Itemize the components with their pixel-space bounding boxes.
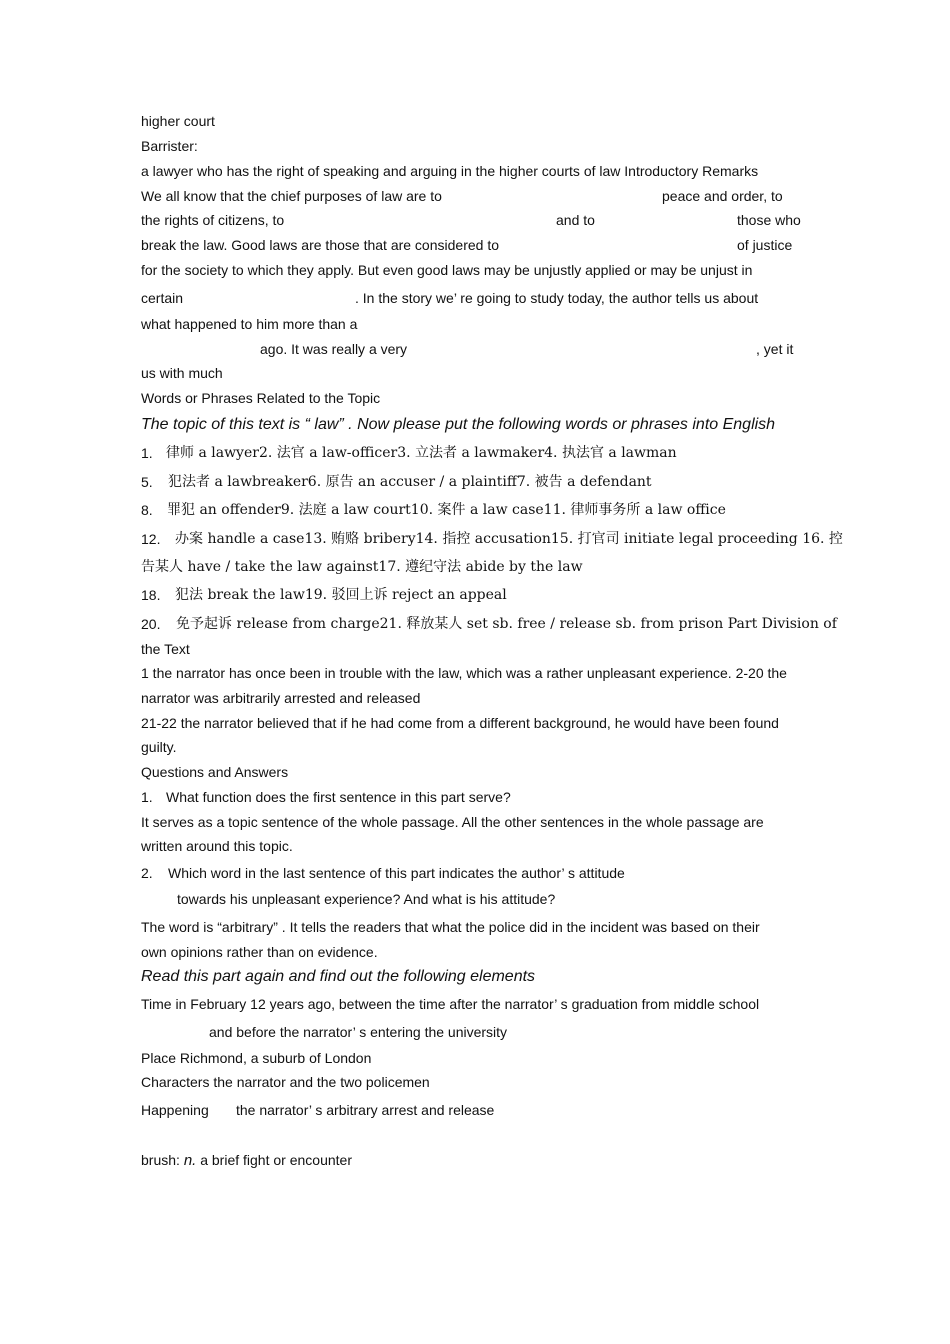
answer-text: own opinions rather than on evidence. [141,944,378,960]
text-line: what happened to him more than a [141,316,358,332]
text-label: Happening [141,1102,209,1118]
vocab-number: 8. [141,502,153,518]
definition-line [141,1151,352,1170]
text-line: and before the narrator’ s entering the university [209,1024,508,1040]
question-number: 2. [141,865,153,881]
section-heading: Questions and Answers [141,764,289,780]
text-line: the Text [141,641,190,657]
question-text: Which word in the last sentence of this part indicates the author’ s attitude [168,865,625,881]
text-line: narrator was arbitrarily arrested and released [141,690,421,706]
vocab-line: 犯法者 a lawbreaker6. 原告 an accuser / a plaintiff7. 被告 a defendant [168,474,652,490]
vocab-number: 5. [141,474,153,490]
text-line: the narrator’ s arbitrary arrest and release [236,1102,495,1118]
text-line: peace and order, to [662,188,783,204]
text-line: , yet it [756,341,794,357]
definition-text: a brief fight or encounter [200,1152,352,1168]
answer-text: It serves as a topic sentence of the whole passage. All the other sentences in the whole passage are [141,814,764,830]
text-line: certain [141,290,184,306]
text-line: of justice [737,237,793,253]
text-line: the rights of citizens, to [141,212,285,228]
vocab-line: 犯法 break the law19. 驳回上诉 reject an appeal [175,587,507,603]
vocab-number: 18. [141,587,161,603]
instruction-heading: The topic of this text is “ law” . Now please put the following words or phrases into English [141,416,776,433]
text-line: Characters the narrator and the two policemen [141,1074,430,1090]
instruction-heading: Read this part again and find out the following elements [141,968,536,985]
answer-text: The word is “arbitrary” . It tells the readers that what the police did in the incident was based on their [141,919,760,935]
vocab-number: 12. [141,531,161,547]
text-line: . In the story we’ re going to study today, the author tells us about [355,290,759,306]
text-line: Time in February 12 years ago, between the time after the narrator’ s graduation from middle school [141,996,760,1012]
vocab-line: 免予起诉 release from charge21. 释放某人 set sb. free / release sb. from prison Part Division of [176,616,837,632]
question-text: towards his unpleasant experience? And what is his attitude? [177,891,556,907]
question-text: What function does the first sentence in this part serve? [166,789,511,805]
text-line: break the law. Good laws are those that are considered to [141,237,499,253]
vocab-line: 律师 a lawyer2. 法官 a law-officer3. 立法者 a lawmaker4. 执法官 a lawman [166,445,677,461]
text-line: 21-22 the narrator believed that if he had come from a different background, he would have been found [141,715,779,731]
text-line: We all know that the chief purposes of law are to [141,188,442,204]
text-line: Place Richmond, a suburb of London [141,1050,372,1066]
vocab-line: 办案 handle a case13. 贿赂 bribery14. 指控 accusation15. 打官司 initiate legal proceeding 16. 控 [175,531,843,547]
text-line: Barrister: [141,138,198,154]
vocab-line: 罪犯 an offender9. 法庭 a law court10. 案件 a law case11. 律师事务所 a law office [167,502,726,518]
definition-word: brush: [141,1152,180,1168]
vocab-number: 1. [141,445,153,461]
text-line: 1 the narrator has once been in trouble with the law, which was a rather unpleasant experience. 2-20 the [141,665,787,681]
text-line: ago. It was really a very [260,341,408,357]
text-line: for the society to which they apply. But even good laws may be unjustly applied or may be unjust in [141,262,753,278]
text-line: us with much [141,365,223,381]
question-number: 1. [141,789,153,805]
text-line: and to [556,212,595,228]
text-line: higher court [141,113,215,129]
text-line: guilty. [141,739,177,755]
section-heading: Words or Phrases Related to the Topic [141,390,381,406]
text-line: a lawyer who has the right of speaking and arguing in the higher courts of law Introductory Remarks [141,163,759,179]
vocab-number: 20. [141,616,161,632]
answer-text: written around this topic. [141,838,293,854]
part-of-speech: n. [183,1152,197,1169]
vocab-line: 告某人 have / take the law against17. 遵纪守法 abide by the law [141,559,583,575]
text-line: those who [737,212,801,228]
